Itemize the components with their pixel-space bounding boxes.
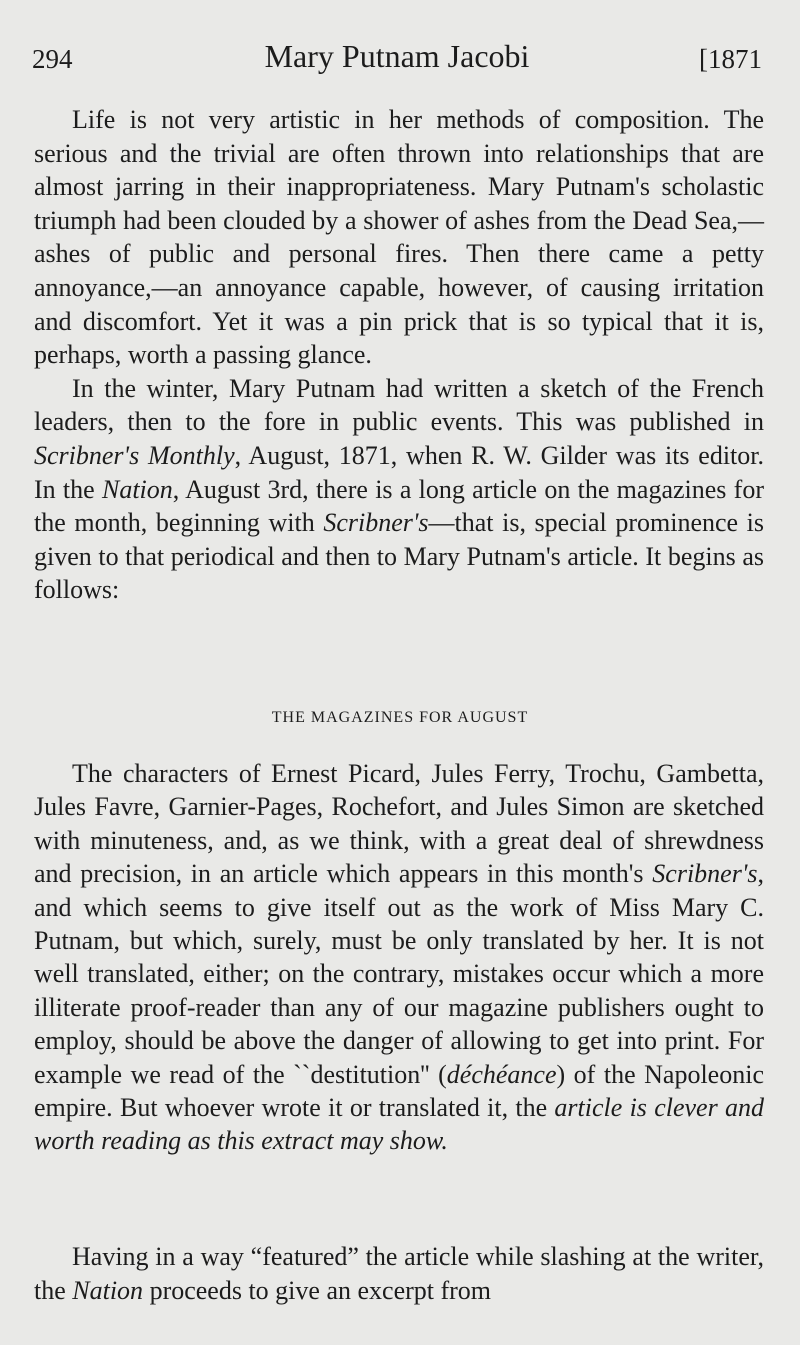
running-title: Mary Putnam Jacobi [264, 38, 530, 74]
body-text-bottom [34, 1240, 764, 1308]
italic-title: Scribner's [652, 859, 758, 889]
italic-title: Scribner's Monthly [34, 440, 235, 470]
italic-word: déchéance [446, 1059, 557, 1089]
page-number: 294 [32, 44, 73, 74]
quote-paragraph: The characters of Ernest Picard, Jules Ferry, Trochu, Gambetta, Jules Favre, Garnier-Pages, Rochefort, and Jules Simon are sketched with minuteness, and, as we think, with a great deal of shrewdness and precision, in an article which appears in this month's Scribner's, and which seems to give itself out as the work of Miss Mary C. Putnam, but which, surely, must be only translated by her. It is not well translated, either; on the contrary, mistakes occur which a more illiterate proof-reader than any of our magazine publishers ought to employ, should be above the danger of allowing to get into print. For example we read of the ``destitution'' (déchéance) of the Napoleonic empire. But whoever wrote it or translated it, the article is clever and worth reading as this extract may show. [34, 759, 764, 1156]
italic-phrase: article is clever and worth reading as this extract may show. [34, 1093, 764, 1156]
quoted-article [34, 757, 764, 1158]
italic-title: Nation [101, 474, 173, 504]
paragraph-3: Having in a way “featured” the article while slashing at the writer, the Nation proceeds to give an excerpt from [34, 1242, 764, 1305]
body-text-top [34, 103, 764, 607]
paragraph-2: In the winter, Mary Putnam had written a sketch of the French leaders, then to the fore in public events. This was published in Scribner's Monthly, August, 1871, when R. W. Gilder was its editor. In the Nation, August 3rd, there is a long article on the magazines for the month, beginning with Scribner's—that is, special prominence is given to that periodical and then to Mary Putnam's article. It begins as follows: [34, 373, 764, 605]
italic-title: Nation [72, 1276, 144, 1305]
paragraph-1: Life is not very artistic in her methods of composition. The serious and the trivial are often thrown into relationships that are almost jarring in their inappropriateness. Mary Putnam's scholastic triumph had been clouded by a shower of ashes from the Dead Sea,—ashes of public and personal fires. Then there came a petty annoyance,—an annoyance capable, however, of causing irritation and discomfort. Yet it was a pin prick that is so typical that it is, perhaps, worth a passing glance. [34, 105, 764, 370]
section-subheading: THE MAGAZINES FOR AUGUST [271, 709, 529, 726]
running-header [32, 38, 762, 82]
italic-title: Scribner's [323, 508, 429, 538]
running-year: [1871 [699, 44, 762, 74]
